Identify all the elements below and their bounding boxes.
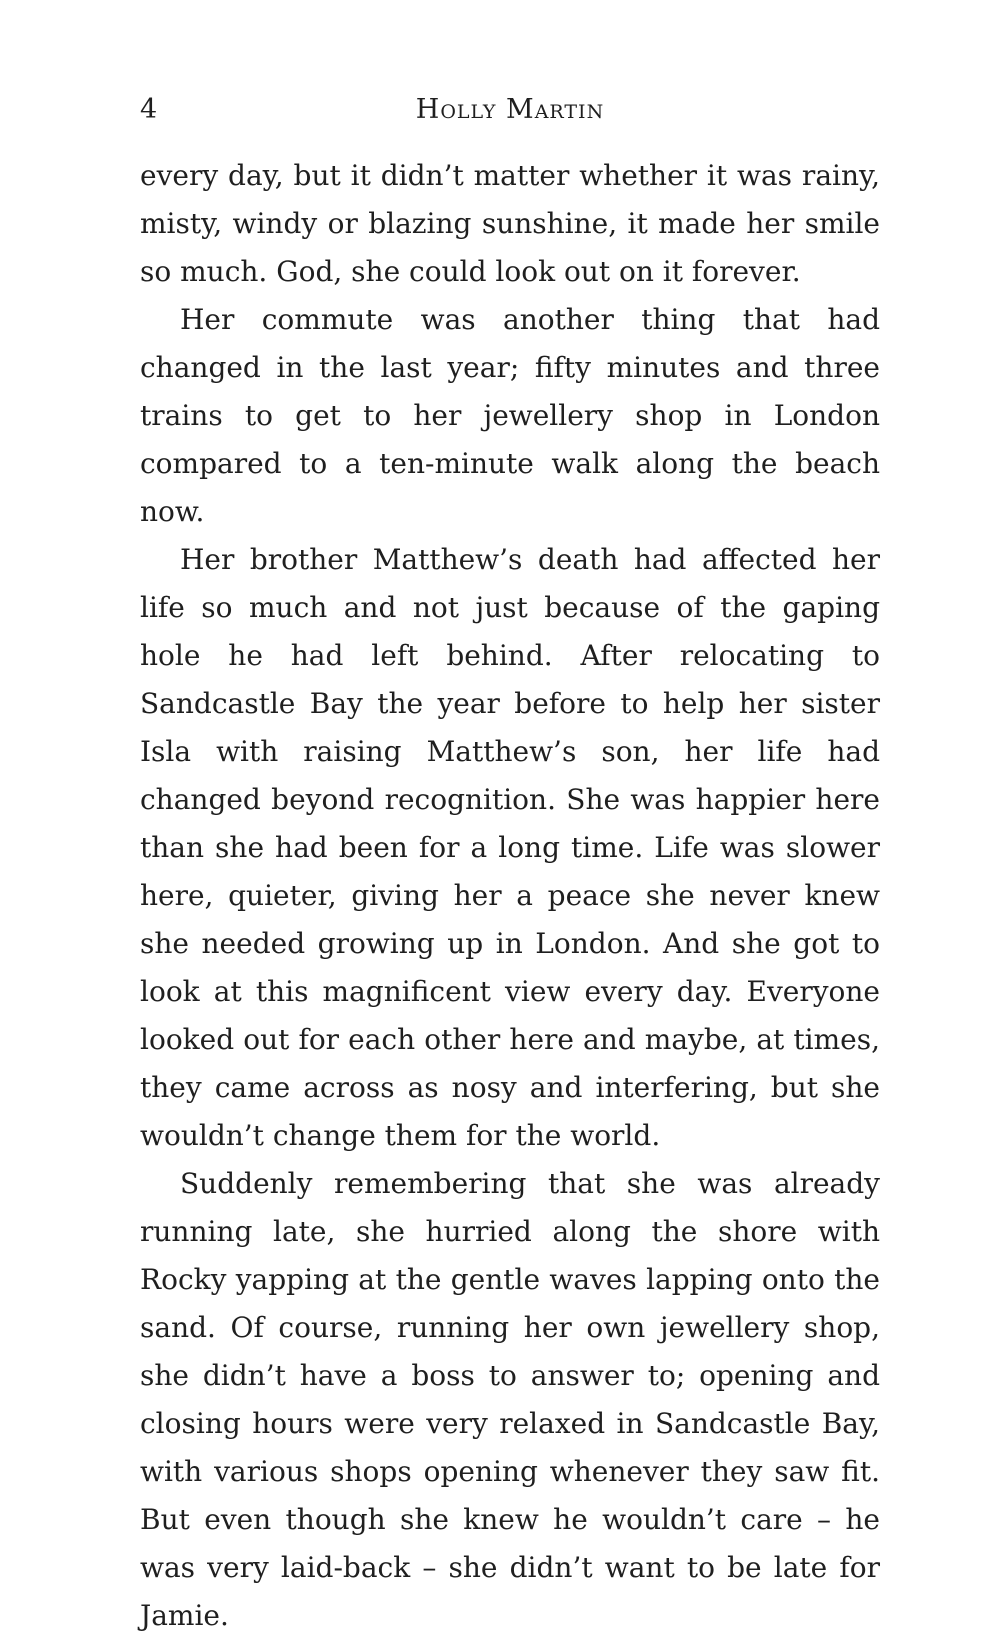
body-text	[140, 152, 880, 1640]
paragraph-commute: Her commute was another thing that had changed in the last year; fifty minutes and three trains to get to her jewellery shop in London compared to a ten-minute walk along the beach now.	[140, 303, 880, 528]
paragraph-running-late: Suddenly remembering that she was already running late, she hurried along the shore with Rocky yapping at the gentle waves lapping onto the sand. Of course, running her own jewellery shop, she didn’t have a boss to answer to; opening and closing hours were very relaxed in Sandcastle Bay, with various shops opening whenever they saw fit. But even though she knew he wouldn’t care – he was very laid-back – she didn’t want to be late for Jamie.	[140, 1167, 880, 1632]
page-header	[140, 90, 880, 130]
paragraph-continuation: every day, but it didn’t matter whether it was rainy, misty, windy or blazing sunshine, it made her smile so much. God, she could look out on it forever.	[140, 159, 880, 288]
paragraph-matthew: Her brother Matthew’s death had affected her life so much and not just because of the gaping hole he had left behind. After relocating to Sandcastle Bay the year before to help her sister Isla with raising Matthew’s son, her life had changed beyond recognition. She was happier here than she had been for a long time. Life was slower here, quieter, giving her a peace she never knew she needed growing up in London. And she got to look at this magnificent view every day. Everyone looked out for each other here and maybe, at times, they came across as nosy and interfering, but she wouldn’t change them for the world.	[140, 543, 880, 1152]
page-number: 4	[140, 94, 158, 125]
running-head: Holly Martin	[415, 94, 605, 125]
